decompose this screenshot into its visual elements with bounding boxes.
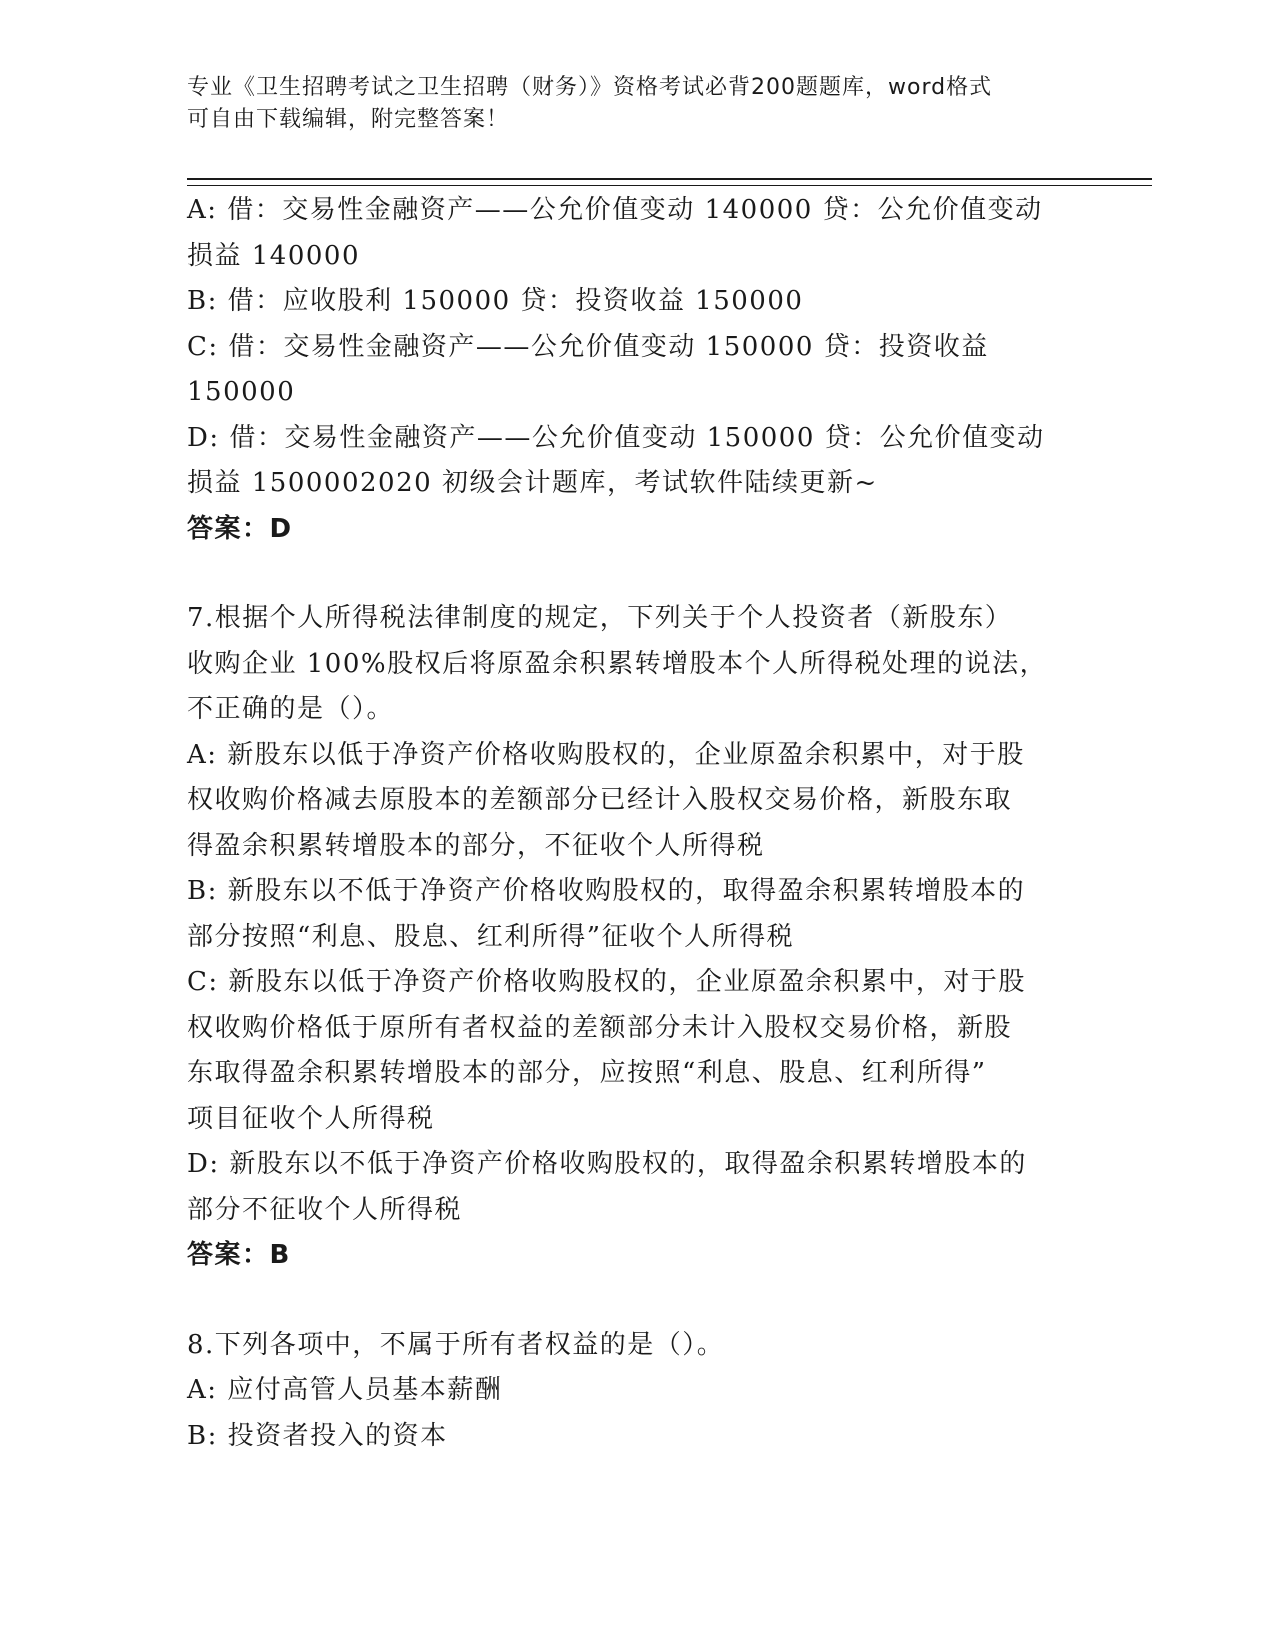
option-line: 项目征收个人所得税	[187, 1103, 435, 1134]
option-line: A: 借：交易性金融资产——公允价值变动 140000 贷：公允价值变动	[187, 195, 1043, 225]
option-line: 部分按照“利息、股息、红利所得”征收个人所得税	[187, 921, 795, 952]
document-header	[187, 72, 1067, 136]
question-7-answer: 答案：B	[187, 1240, 291, 1270]
question-spacer	[187, 552, 1077, 596]
option-line: 150000	[187, 377, 296, 407]
option-line: 权收购价格减去原股本的差额部分已经计入股权交易价格，新股东取	[187, 785, 1013, 815]
question-line: 收购企业 100%股权后将原盈余积累转增股本个人所得税处理的说法，	[187, 648, 1048, 679]
header-divider-thin	[187, 185, 1152, 186]
option-line: B: 新股东以不低于净资产价格收购股权的，取得盈余积累转增股本的	[187, 876, 1026, 906]
question-7	[187, 596, 1077, 1233]
option-line: B: 投资者投入的资本	[187, 1420, 448, 1451]
option-line: 损益 1500002020 初级会计题库，考试软件陆续更新~	[187, 468, 878, 498]
option-line: 东取得盈余积累转增股本的部分，应按照“利息、股息、红利所得”	[187, 1058, 987, 1088]
document-body	[187, 188, 1077, 1459]
option-line: D: 借：交易性金融资产——公允价值变动 150000 贷：公允价值变动	[187, 422, 1045, 453]
question-line: 不正确的是（）。	[187, 694, 395, 724]
question-6-options	[187, 188, 1077, 507]
option-line: A: 新股东以低于净资产价格收购股权的，企业原盈余积累中，对于股	[187, 739, 1025, 770]
option-line: A: 应付高管人员基本薪酬	[187, 1375, 503, 1405]
option-line: 部分不征收个人所得税	[187, 1194, 463, 1225]
question-8	[187, 1323, 1077, 1460]
question-spacer	[187, 1279, 1077, 1323]
option-line: C: 新股东以低于净资产价格收购股权的，企业原盈余积累中，对于股	[187, 967, 1026, 997]
header-divider-thick	[187, 178, 1152, 180]
header-line-2: 可自由下载编辑，附完整答案！	[187, 107, 510, 132]
question-6-answer: 答案：D	[187, 513, 293, 544]
option-line: B: 借：应收股利 150000 贷：投资收益 150000	[187, 286, 804, 316]
option-line: 权收购价格低于原所有者权益的差额部分未计入股权交易价格，新股	[187, 1012, 1013, 1043]
option-line: C: 借：交易性金融资产——公允价值变动 150000 贷：投资收益	[187, 331, 989, 362]
option-line: 损益 140000	[187, 240, 361, 271]
header-line-1: 专业《卫生招聘考试之卫生招聘（财务）》资格考试必背200题题库，word格式	[187, 75, 993, 100]
option-line: 得盈余积累转增股本的部分，不征收个人所得税	[187, 830, 765, 861]
question-line: 8.下列各项中，不属于所有者权益的是（）。	[187, 1329, 725, 1360]
option-line: D: 新股东以不低于净资产价格收购股权的，取得盈余积累转增股本的	[187, 1149, 1027, 1179]
question-line: 7.根据个人所得税法律制度的规定，下列关于个人投资者（新股东）	[187, 603, 1013, 633]
